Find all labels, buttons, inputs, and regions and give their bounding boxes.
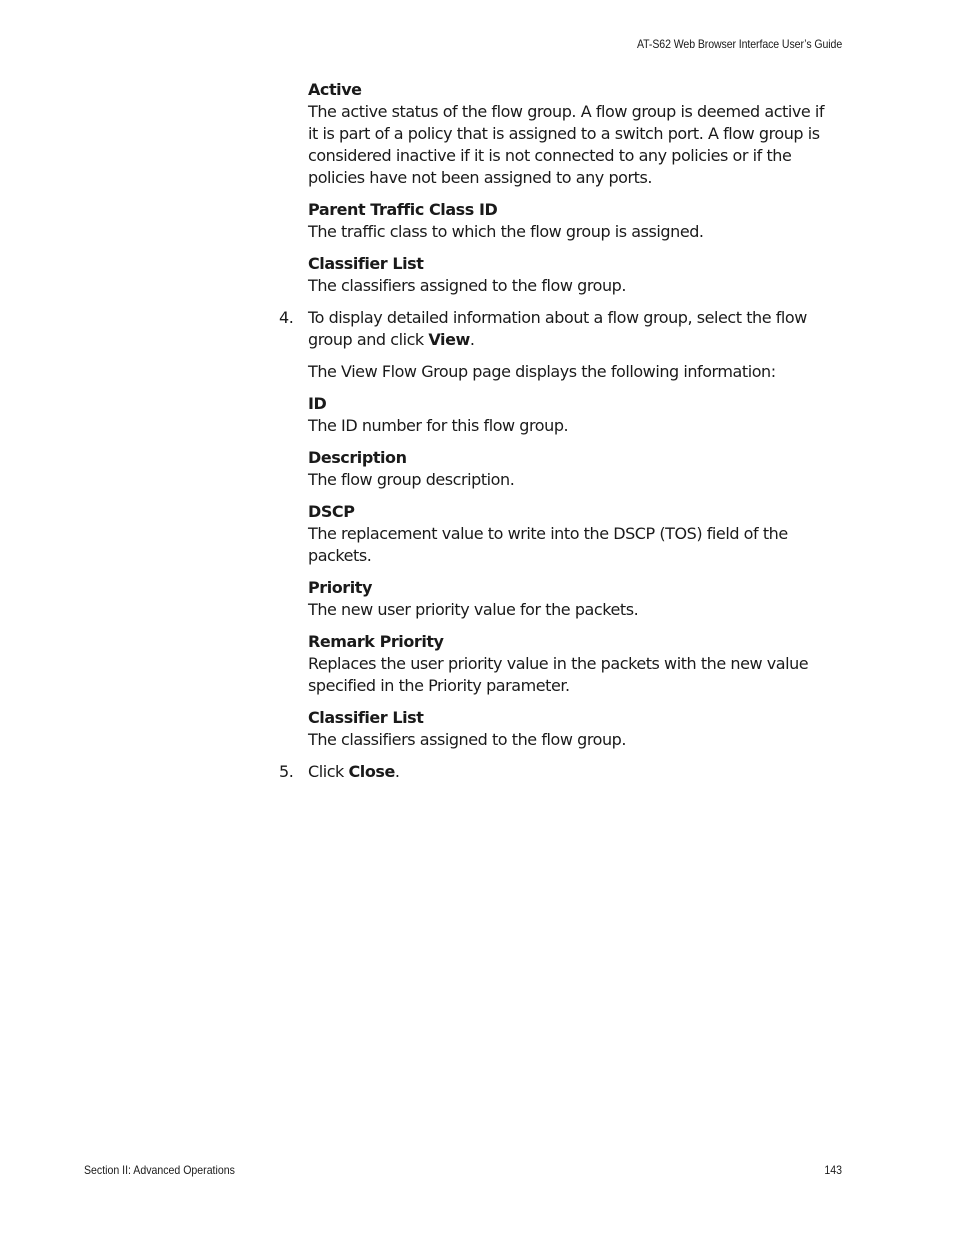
term-classifier-list: Classifier List [308,254,424,273]
desc-active: The active status of the flow group. A flow group is deemed active if it is part of a policy that is assigned to a switch port. A flow group is considered inactive if it is not connected to any policies or if the policies have not been assigned to any ports. [308,102,825,187]
term-priority: Priority [308,578,372,597]
running-header: AT-S62 Web Browser Interface User’s Guide [636,37,842,51]
step-text-end: . [394,762,400,781]
step-text: To display detailed information about a flow group, select the flow group and click [308,308,807,349]
footer-section: Section II: Advanced Operations [84,1163,235,1177]
desc-description: The flow group description. [308,470,515,489]
step-text-end: . [469,330,475,349]
desc-classifier-list-view: The classifiers assigned to the flow group. [308,730,626,749]
step-4 [279,307,838,351]
term-active: Active [308,80,362,99]
desc-id: The ID number for this flow group. [308,416,569,435]
step-number: 4. [279,308,294,327]
step-text: Click [308,762,349,781]
desc-dscp: The replacement value to write into the DSCP (TOS) field of the packets. [308,524,788,565]
term-description: Description [308,448,407,467]
view-page-intro: The View Flow Group page displays the following information: [308,362,776,381]
step-number: 5. [279,762,294,781]
step-5 [279,761,838,783]
term-id: ID [308,394,327,413]
page-number: 143 [824,1163,842,1177]
term-parent-traffic-class-id: Parent Traffic Class ID [308,200,498,219]
desc-parent-traffic-class-id: The traffic class to which the flow group is assigned. [308,222,704,241]
desc-priority: The new user priority value for the packets. [308,600,639,619]
desc-classifier-list: The classifiers assigned to the flow group. [308,276,626,295]
step-bold-close: Close [348,762,395,781]
step-bold-view: View [428,330,470,349]
term-classifier-list-view: Classifier List [308,708,424,727]
term-dscp: DSCP [308,502,355,521]
page-content [279,79,838,793]
desc-remark-priority: Replaces the user priority value in the packets with the new value specified in the Priority parameter. [308,654,809,695]
term-remark-priority: Remark Priority [308,632,444,651]
